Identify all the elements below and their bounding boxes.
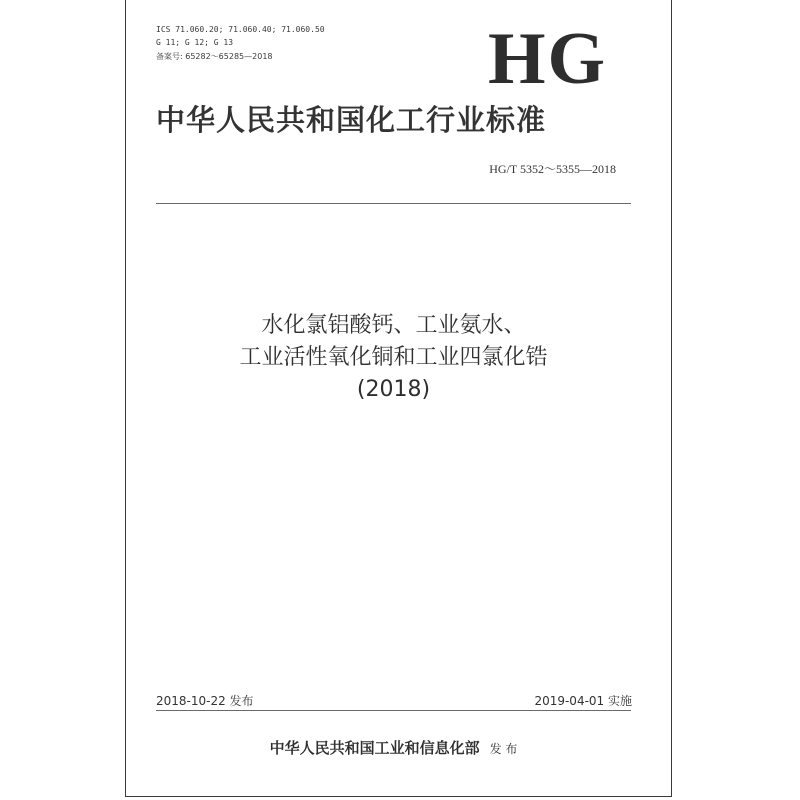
publisher: [156, 737, 631, 758]
document-title-year: (2018): [356, 377, 431, 402]
issue-date: 2018-10-22 发布: [156, 694, 254, 708]
standard-number: HG/T 5352～5355—2018: [489, 162, 616, 176]
ccs-code: G 11; G 12; G 13: [156, 38, 234, 47]
standard-category-title: 中华人民共和国化工行业标准: [156, 103, 547, 137]
document-title-line-2: 工业活性氧化铜和工业四氯化锆: [239, 345, 548, 370]
hg-logo: HG: [488, 18, 608, 100]
publisher-name: 中华人民共和国工业和信息化部: [269, 739, 480, 757]
bottom-divider: [156, 710, 631, 711]
registration-number: 备案号: 65282～65285—2018: [156, 52, 273, 61]
implementation-date: 2019-04-01 实施: [534, 694, 632, 708]
top-divider: [156, 203, 631, 204]
document-title-line-1: 水化氯铝酸钙、工业氨水、: [261, 313, 526, 338]
ics-code: ICS 71.060.20; 71.060.40; 71.060.50: [156, 25, 325, 34]
publisher-suffix: 发 布: [489, 742, 518, 756]
